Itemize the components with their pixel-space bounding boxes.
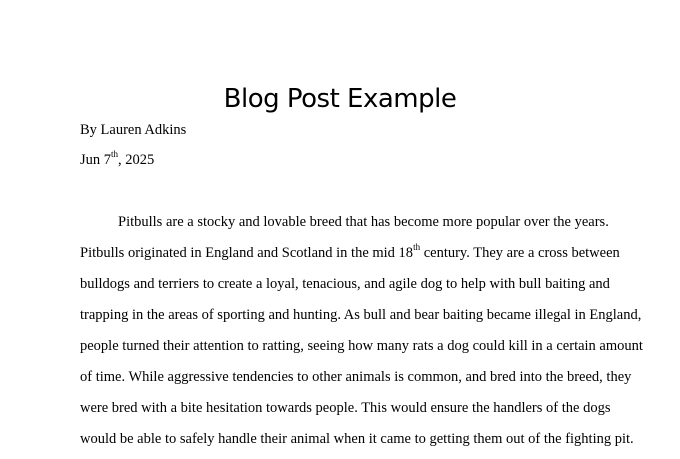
date-prefix: Jun 7 — [80, 152, 112, 168]
document-title: Blog Post Example — [223, 84, 457, 114]
body-line-1: Pitbulls are a stocky and lovable breed that has become more popular over the years. — [118, 214, 609, 230]
body-line-4: trapping in the areas of sporting and hunting. As bull and bear baiting became illegal in England, — [80, 307, 642, 323]
body-line-2-suffix: century. They are a cross between — [420, 245, 620, 261]
body-line-6: of time. While aggressive tendencies to other animals is common, and bred into the breed, they — [80, 369, 632, 385]
body-line-5: people turned their attention to ratting, seeing how many rats a dog could kill in a certain amount — [80, 338, 643, 354]
date-year: , 2025 — [118, 152, 155, 168]
body-line-3: bulldogs and terriers to create a loyal, tenacious, and agile dog to help with bull baiting and — [80, 276, 610, 292]
body-line-8: would be able to safely handle their animal when it came to getting them out of the fighting pit. — [80, 431, 634, 447]
date-line — [80, 151, 154, 169]
body-line-2-prefix: Pitbulls originated in England and Scotland in the mid 18 — [80, 245, 414, 261]
date-ordinal-suffix: th — [111, 149, 119, 160]
body-line-7: were bred with a bite hesitation towards people. This would ensure the handlers of the dogs — [80, 400, 611, 416]
author-line: By Lauren Adkins — [80, 122, 187, 138]
body-line-2 — [80, 244, 620, 262]
century-ordinal-suffix: th — [413, 242, 421, 253]
